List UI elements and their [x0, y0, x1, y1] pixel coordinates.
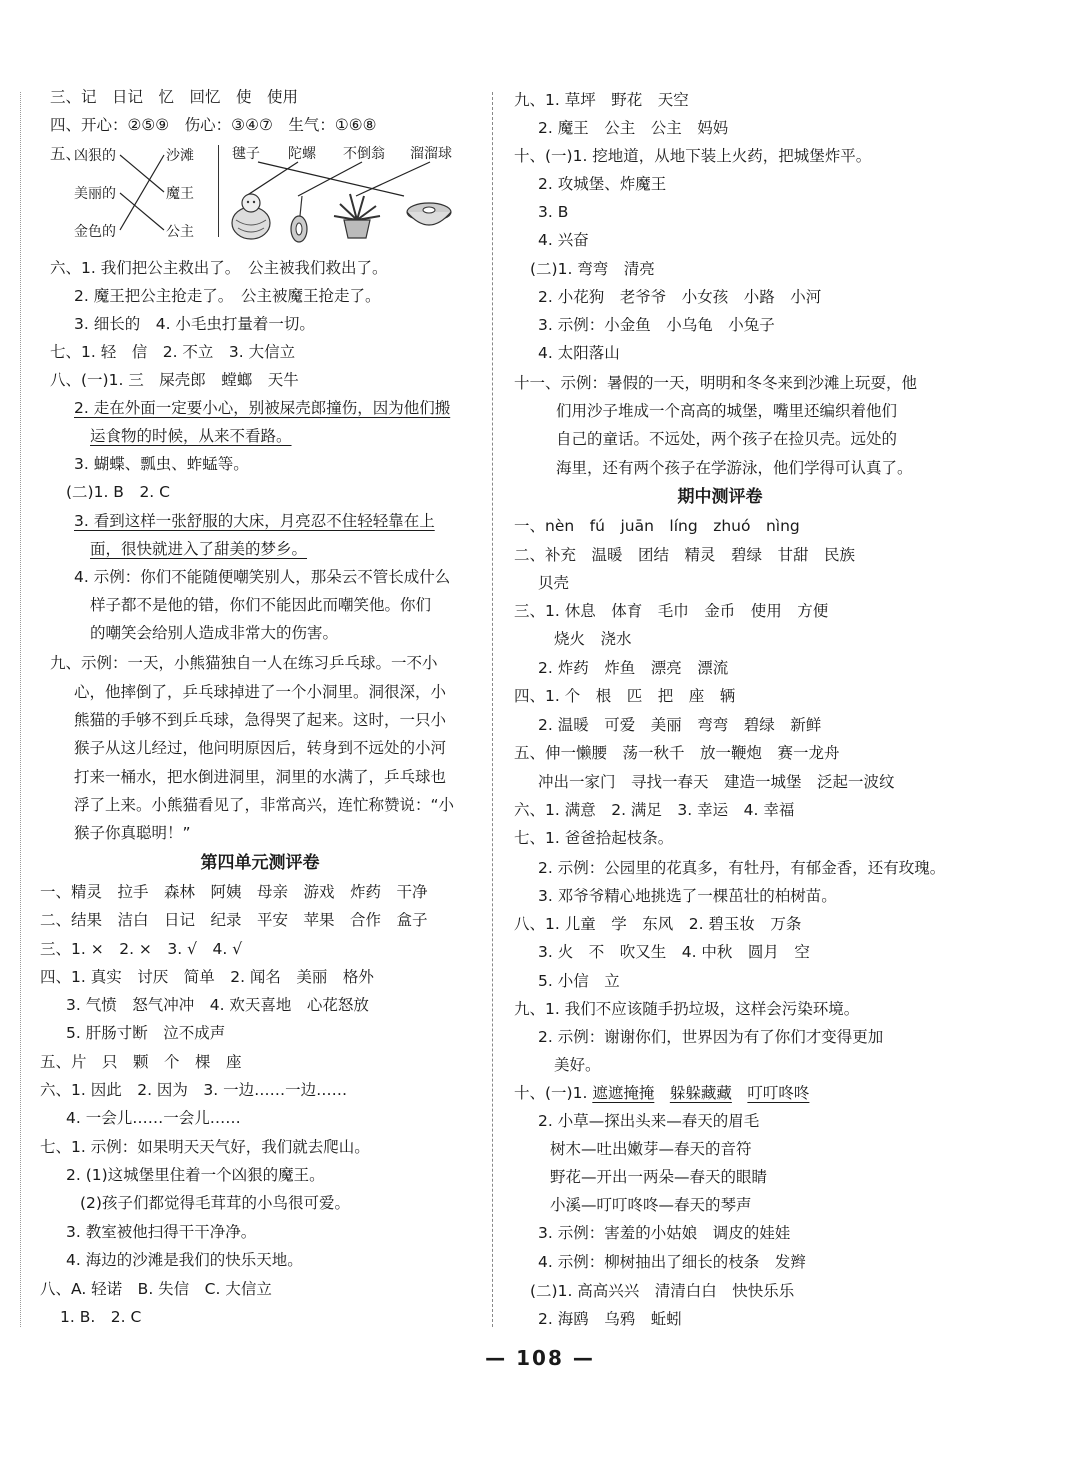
- match-word: 金色的: [74, 224, 116, 240]
- match-word: 毽子: [232, 146, 260, 162]
- answer-line: 熊猫的手够不到乒乓球，急得哭了起来。这时，一只小: [74, 711, 447, 729]
- answer-line: 四、1. 个 根 匹 把 座 辆: [514, 687, 736, 705]
- answer-line: 五、: [50, 145, 82, 163]
- answer-line: 的嘲笑会给别人造成非常大的伤害。: [90, 624, 339, 642]
- answer-line: 五、片 只 颗 个 棵 座: [40, 1053, 242, 1071]
- answer-line: 一、nèn fú juān líng zhuó nìng: [514, 517, 800, 535]
- match-word: 魔王: [166, 186, 194, 202]
- answer-line: 树木—吐出嫩芽—春天的音符: [550, 1140, 752, 1158]
- answer-line: 2. 走在外面一定要小心，别被屎壳郎撞伤，因为他们搬: [74, 399, 451, 417]
- answer-line: 5. 肝肠寸断 泣不成声: [66, 1024, 226, 1042]
- match-word: 不倒翁: [343, 146, 385, 162]
- answer-line: 七、1. 轻 信 2. 不立 3. 大信立: [50, 343, 296, 361]
- answer-line: 2. 魔王 公主 公主 妈妈: [538, 119, 729, 137]
- answer-line: 八、A. 轻诺 B. 失信 C. 大信立: [40, 1280, 272, 1298]
- answer-line: 3. 邓爷爷精心地挑选了一棵茁壮的柏树苗。: [538, 887, 837, 905]
- answer-line: 贝壳: [538, 574, 570, 592]
- answer-line: 1. B. 2. C: [60, 1308, 142, 1326]
- answer-line: 十、(一)1. 挖地道，从地下装上火药，把城堡炸平。: [514, 147, 872, 165]
- potted-plant-icon: [330, 190, 384, 242]
- answer-line: 2. (1)这城堡里住着一个凶狠的魔王。: [66, 1166, 325, 1184]
- answer-line: 野花—开出一两朵—春天的眼睛: [550, 1168, 768, 1186]
- answer-line: 三、1. 休息 体育 毛巾 金币 使用 方便: [514, 602, 829, 620]
- answer-line: 2. 攻城堡、炸魔王: [538, 175, 667, 193]
- answer-line: 冲出一家门 寻找一春天 建造一城堡 泛起一波纹: [538, 773, 895, 791]
- answer-line: (二)1. B 2. C: [66, 483, 170, 501]
- answer-line: 2. 温暖 可爱 美丽 弯弯 碧绿 新鲜: [538, 716, 822, 734]
- answer-line: 自己的童话。不远处，两个孩子在捡贝壳。远处的: [556, 430, 898, 448]
- answer-line: 八、1. 儿童 学 东风 2. 碧玉妆 万条: [514, 915, 802, 933]
- answer-line: 九、1. 草坪 野花 天空: [514, 91, 689, 109]
- underlined-answer: 叮叮咚咚: [747, 1084, 810, 1102]
- answer-line: 小溪—叮叮咚咚—春天的琴声: [550, 1196, 752, 1214]
- answer-line: 5. 小信 立: [538, 972, 620, 990]
- answer-line: 4. 一会儿……一会儿……: [66, 1109, 241, 1127]
- answer-line: 烧火 浇水: [554, 630, 632, 648]
- answer-line: 们用沙子堆成一个高高的城堡，嘴里还编织着他们: [556, 402, 898, 420]
- answer-line: 一、精灵 拉手 森林 阿姨 母亲 游戏 炸药 干净: [40, 883, 428, 901]
- answer-line: 3. 火 不 吹又生 4. 中秋 圆月 空: [538, 943, 810, 961]
- answer-line: 4. 示例：柳树抽出了细长的枝条 发辫: [538, 1253, 806, 1271]
- answer-line: 打来一桶水，把水倒进洞里，洞里的水满了，乒乓球也: [74, 768, 447, 786]
- answer-line: 3. 示例：害羞的小姑娘 调皮的娃娃: [538, 1224, 791, 1242]
- answer-line: 4. 太阳落山: [538, 344, 620, 362]
- answer-line: (2)孩子们都觉得毛茸茸的小鸟很可爱。: [80, 1194, 350, 1212]
- page-number: — 108 —: [485, 1346, 595, 1370]
- answer-line: 4. 示例：你们不能随便嘲笑别人，那朵云不管长成什么: [74, 568, 451, 586]
- match-word: 陀螺: [288, 146, 316, 162]
- answer-line: 七、1. 爸爸拾起枝条。: [514, 829, 674, 847]
- answer-line: 面，很快就进入了甜美的梦乡。: [90, 540, 308, 558]
- answer-line: 4. 兴奋: [538, 231, 589, 249]
- answer-line: 九、1. 我们不应该随手扔垃圾，这样会污染环境。: [514, 1000, 860, 1018]
- section-title: 第四单元测评卷: [200, 853, 320, 873]
- answer-line: 样子都不是他的错，你们不能因此而嘲笑他。你们: [90, 596, 432, 614]
- answer-line: 二、补充 温暖 团结 精灵 碧绿 甘甜 民族: [514, 546, 856, 564]
- answer-line: 心，他摔倒了，乒乓球掉进了一个小洞里。洞很深，小: [74, 683, 447, 701]
- answer-line: 4. 海边的沙滩是我们的快乐天地。: [66, 1251, 303, 1269]
- answer-line: 猴子你真聪明！”: [74, 824, 191, 842]
- answer-line: 3. 示例：小金鱼 小乌龟 小兔子: [538, 316, 775, 334]
- answer-line: 六、1. 满意 2. 满足 3. 幸运 4. 幸福: [514, 801, 795, 819]
- yoyo-icon: [284, 196, 314, 246]
- answer-line: 3. 蝴蝶、瓢虫、蚱蜢等。: [74, 455, 249, 473]
- answer-line: 五、伸一懒腰 荡一秋千 放一鞭炮 赛一龙舟: [514, 744, 840, 762]
- answer-line: (二)1. 弯弯 清亮: [530, 260, 655, 278]
- answer-prefix: 十、(一)1.: [514, 1084, 593, 1102]
- answer-line: 九、示例：一天，小熊猫独自一人在练习乒乓球。一不小: [50, 654, 438, 672]
- underlined-answer: 遮遮掩掩: [592, 1084, 655, 1102]
- match-divider: [218, 145, 219, 237]
- match-word: 凶狠的: [74, 148, 116, 164]
- answer-line: 2. 示例：公园里的花真多，有牡丹，有郁金香，还有玫瑰。: [538, 859, 946, 877]
- answer-line: 3. 教室被他扫得干干净净。: [66, 1223, 257, 1241]
- answer-line: 六、1. 我们把公主救出了。 公主被我们救出了。: [50, 259, 388, 277]
- section-title: 期中测评卷: [677, 487, 763, 507]
- answer-line: [514, 1082, 809, 1104]
- spinning-top-icon: [402, 196, 456, 236]
- answer-line: 2. 示例：谢谢你们，世界因为有了你们才变得更加: [538, 1028, 884, 1046]
- answer-line: 七、1. 示例：如果明天天气好，我们就去爬山。: [40, 1138, 370, 1156]
- answer-line: 2. 小花狗 老爷爷 小女孩 小路 小河: [538, 288, 822, 306]
- answer-line: 四、开心：②⑤⑨ 伤心：③④⑦ 生气：①⑥⑧: [50, 116, 377, 134]
- answer-line: 2. 炸药 炸鱼 漂亮 漂流: [538, 659, 729, 677]
- answer-line: 猴子从这儿经过，他问明原因后，转身到不远处的小河: [74, 739, 447, 757]
- answer-line: (二)1. 高高兴兴 清清白白 快快乐乐: [530, 1282, 795, 1300]
- answer-line: 浮了上来。小熊猫看见了，非常高兴，连忙称赞说：“小: [74, 796, 455, 814]
- match-word: 美丽的: [74, 186, 116, 202]
- answer-line: 海里，还有两个孩子在学游泳，他们学得可认真了。: [556, 459, 913, 477]
- column-divider: [492, 92, 493, 1327]
- match-word: 公主: [166, 224, 194, 240]
- answer-line: 十一、示例：暑假的一天，明明和冬冬来到沙滩上玩耍，他: [514, 374, 918, 392]
- answer-line: 3. 看到这样一张舒服的大床，月亮忍不住轻轻靠在上: [74, 512, 435, 530]
- answer-line: 3. 气愤 怒气冲冲 4. 欢天喜地 心花怒放: [66, 996, 369, 1014]
- answer-line: 2. 小草—探出头来—春天的眉毛: [538, 1112, 760, 1130]
- answer-line: 三、1. × 2. × 3. √ 4. √: [40, 940, 243, 958]
- answer-line: 二、结果 洁白 日记 纪录 平安 苹果 合作 盒子: [40, 911, 428, 929]
- answer-line: 3. B: [538, 203, 569, 221]
- answer-line: 六、1. 因此 2. 因为 3. 一边……一边……: [40, 1081, 348, 1099]
- answer-line: 3. 细长的 4. 小毛虫打量着一切。: [74, 315, 315, 333]
- answer-line: 四、1. 真实 讨厌 简单 2. 闻名 美丽 格外: [40, 968, 374, 986]
- left-margin-rule: [20, 92, 21, 1327]
- underlined-answer: 躲躲藏藏: [669, 1084, 732, 1102]
- match-word: 溜溜球: [410, 146, 452, 162]
- match-word: 沙滩: [166, 148, 194, 164]
- answer-line: 2. 魔王把公主抢走了。 公主被魔王抢走了。: [74, 287, 381, 305]
- tumbler-toy-icon: [226, 190, 276, 242]
- answer-line: 八、(一)1. 三 屎壳郎 螳螂 天牛: [50, 371, 299, 389]
- answer-line: 2. 海鸥 乌鸦 蚯蚓: [538, 1310, 682, 1328]
- answer-line: 三、记 日记 忆 回忆 使 使用: [50, 88, 299, 106]
- answer-line: 美好。: [554, 1056, 601, 1074]
- answer-line: 运食物的时候，从来不看路。: [90, 427, 292, 445]
